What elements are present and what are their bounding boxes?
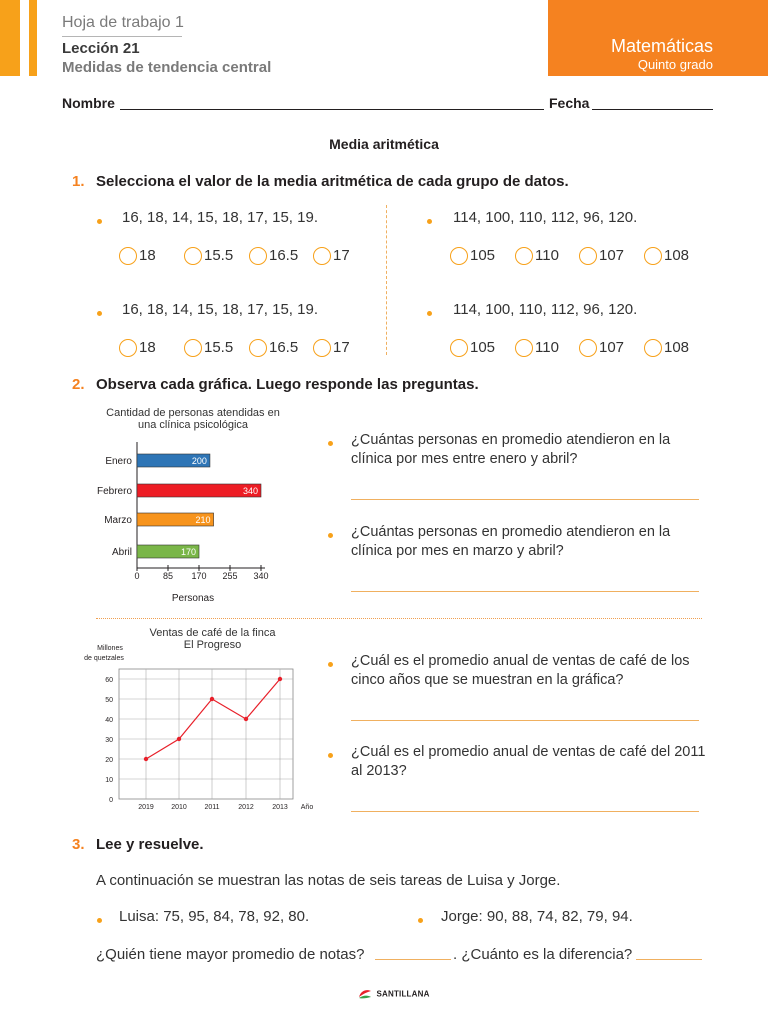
line-chart-x-tick-label: 2010 bbox=[171, 804, 187, 811]
date-label: Fecha bbox=[549, 95, 590, 111]
lesson-label: Lección 21 bbox=[62, 40, 140, 57]
line-chart-y-label: Millones bbox=[97, 645, 123, 652]
bullet-icon bbox=[427, 311, 432, 316]
bar-chart bbox=[90, 440, 290, 610]
q2-question-4: ¿Cuál es el promedio anual de ventas de café del 2011 al 2013? bbox=[351, 744, 706, 779]
q1d-option-3[interactable]: 107 bbox=[579, 338, 624, 358]
q1d-option-1[interactable]: 105 bbox=[450, 338, 495, 358]
bullet-icon bbox=[328, 662, 333, 667]
radio-icon[interactable] bbox=[515, 247, 533, 265]
radio-icon[interactable] bbox=[119, 247, 137, 265]
bar-category-label: Febrero bbox=[96, 486, 132, 497]
q3-intro: A continuación se muestran las notas de seis tareas de Luisa y Jorge. bbox=[96, 872, 561, 889]
bar-category-label: Marzo bbox=[104, 515, 132, 526]
date-field[interactable] bbox=[592, 109, 713, 110]
radio-icon[interactable] bbox=[184, 339, 202, 357]
q1d-option-4[interactable]: 108 bbox=[644, 338, 689, 358]
bar-value-label: 170 bbox=[180, 547, 196, 557]
bar-category-label: Abril bbox=[111, 547, 132, 558]
bar-value-label: 200 bbox=[191, 456, 207, 466]
grade-label: Quinto grado bbox=[637, 57, 713, 72]
santillana-leaf-icon bbox=[358, 988, 372, 1000]
bar-value-label: 210 bbox=[195, 515, 211, 525]
bar-chart-x-tick-label: 0 bbox=[134, 571, 140, 581]
bar-chart-title: Cantidad de personas atendidas en una clínica psicológica bbox=[106, 407, 280, 431]
line-chart-y-tick-label: 10 bbox=[105, 777, 113, 784]
q2-question-1: ¿Cuántas personas en promedio atendieron en la clínica por mes entre enero y abril? bbox=[351, 432, 671, 467]
radio-icon[interactable] bbox=[515, 339, 533, 357]
line-chart-y-tick-label: 20 bbox=[105, 757, 113, 764]
line-chart bbox=[84, 640, 330, 820]
radio-icon[interactable] bbox=[579, 247, 597, 265]
q2-answer-line-3[interactable] bbox=[351, 720, 699, 721]
worksheet-title: Hoja de trabajo 1 bbox=[62, 14, 184, 31]
line-point bbox=[278, 677, 282, 681]
radio-icon[interactable] bbox=[450, 339, 468, 357]
line-chart-y-tick-label: 50 bbox=[105, 697, 113, 704]
line-chart-y-tick-label: 0 bbox=[109, 797, 113, 804]
q2-answer-line-2[interactable] bbox=[351, 591, 699, 592]
topic-label: Medidas de tendencia central bbox=[62, 59, 272, 76]
q1a-option-4[interactable]: 17 bbox=[313, 246, 350, 266]
q1-divider bbox=[386, 205, 387, 355]
radio-icon[interactable] bbox=[119, 339, 137, 357]
line-chart-y-tick-label: 60 bbox=[105, 677, 113, 684]
header-accent-bar bbox=[0, 0, 20, 76]
q2-separator bbox=[96, 618, 702, 619]
radio-icon[interactable] bbox=[644, 247, 662, 265]
q1d-option-2[interactable]: 110 bbox=[515, 338, 559, 358]
line-point bbox=[177, 737, 181, 741]
bullet-icon bbox=[97, 219, 102, 224]
q1c-option-4[interactable]: 17 bbox=[313, 338, 350, 358]
q2-question-3: ¿Cuál es el promedio anual de ventas de café de los cinco años que se muestran en la gráfica? bbox=[351, 653, 690, 688]
radio-icon[interactable] bbox=[579, 339, 597, 357]
line-chart-y-tick-label: 30 bbox=[105, 737, 113, 744]
line-chart-y-label: de quetzales bbox=[84, 655, 124, 662]
q3-answer-line-2[interactable] bbox=[636, 959, 702, 960]
q3-answer-line-1[interactable] bbox=[375, 959, 451, 960]
bullet-icon bbox=[328, 441, 333, 446]
bullet-icon bbox=[328, 533, 333, 538]
q3-luisa-scores: Luisa: 75, 95, 84, 78, 92, 80. bbox=[119, 908, 310, 925]
q2-answer-line-4[interactable] bbox=[351, 811, 699, 812]
q1b-option-3[interactable]: 107 bbox=[579, 246, 624, 266]
q1a-option-2[interactable]: 15.5 bbox=[184, 246, 233, 266]
q1-dataset-c: 16, 18, 14, 15, 18, 17, 15, 19. bbox=[122, 301, 318, 318]
q1a-option-3[interactable]: 16.5 bbox=[249, 246, 298, 266]
radio-icon[interactable] bbox=[184, 247, 202, 265]
radio-icon[interactable] bbox=[644, 339, 662, 357]
q1c-option-2[interactable]: 15.5 bbox=[184, 338, 233, 358]
q1a-option-1[interactable]: 18 bbox=[119, 246, 156, 266]
q1b-option-1[interactable]: 105 bbox=[450, 246, 495, 266]
radio-icon[interactable] bbox=[313, 339, 331, 357]
worksheet-title-underline bbox=[62, 36, 182, 37]
line-point bbox=[210, 697, 214, 701]
line-chart-x-tick-label: 2012 bbox=[238, 804, 254, 811]
line-chart-x-tick-label: 2011 bbox=[204, 804, 220, 811]
line-chart-x-tick-label: 2013 bbox=[272, 804, 288, 811]
bullet-icon bbox=[328, 753, 333, 758]
bullet-icon bbox=[418, 918, 423, 923]
line-chart-y-tick-label: 40 bbox=[105, 717, 113, 724]
bar-chart-x-tick-label: 340 bbox=[253, 571, 269, 581]
subject-title: Matemáticas bbox=[610, 36, 713, 56]
bar-chart-x-tick-label: 255 bbox=[222, 571, 238, 581]
line-chart-title: Ventas de café de la finca El Progreso bbox=[149, 627, 276, 651]
line-chart-frame bbox=[119, 669, 293, 799]
q2-text: Observa cada gráfica. Luego responde las preguntas. bbox=[96, 376, 479, 393]
q3-text: Lee y resuelve. bbox=[96, 836, 204, 853]
bar-category-label: Enero bbox=[105, 456, 132, 467]
line-chart-x-tick-label: 2019 bbox=[138, 804, 154, 811]
bullet-icon bbox=[97, 311, 102, 316]
q3-ask-difference: . ¿Cuánto es la diferencia? bbox=[453, 946, 633, 963]
radio-icon[interactable] bbox=[450, 247, 468, 265]
line-point bbox=[144, 757, 148, 761]
radio-icon[interactable] bbox=[249, 339, 267, 357]
q2-number: 2. bbox=[72, 376, 85, 393]
q1-text: Selecciona el valor de la media aritmética de cada grupo de datos. bbox=[96, 173, 569, 190]
subject-banner bbox=[548, 0, 768, 76]
line-point bbox=[244, 717, 248, 721]
name-label: Nombre bbox=[62, 95, 115, 111]
radio-icon[interactable] bbox=[249, 247, 267, 265]
radio-icon[interactable] bbox=[313, 247, 331, 265]
q1b-option-4[interactable]: 108 bbox=[644, 246, 689, 266]
q3-ask-higher-average: ¿Quién tiene mayor promedio de notas? bbox=[96, 946, 365, 963]
line-chart-x-axis-label: Año bbox=[300, 804, 314, 811]
q2-question-2: ¿Cuántas personas en promedio atendieron en la clínica por mes en marzo y abril? bbox=[351, 524, 671, 559]
q1-number: 1. bbox=[72, 173, 85, 190]
q1-dataset-d: 114, 100, 110, 112, 96, 120. bbox=[453, 301, 638, 318]
header-accent-bar-thin bbox=[29, 0, 37, 76]
bar-value-label: 340 bbox=[242, 486, 258, 496]
bar-chart-x-tick-label: 85 bbox=[162, 571, 174, 581]
q1c-option-1[interactable]: 18 bbox=[119, 338, 156, 358]
q3-jorge-scores: Jorge: 90, 88, 74, 82, 79, 94. bbox=[441, 908, 633, 925]
q1c-option-3[interactable]: 16.5 bbox=[249, 338, 298, 358]
bar-chart-x-tick-label: 170 bbox=[191, 571, 207, 581]
bullet-icon bbox=[97, 918, 102, 923]
bullet-icon bbox=[427, 219, 432, 224]
publisher-logo: SANTILLANA bbox=[358, 985, 430, 1003]
q1-dataset-b: 114, 100, 110, 112, 96, 120. bbox=[453, 209, 638, 226]
bar-chart-x-axis-label: Personas bbox=[171, 593, 215, 604]
q1-dataset-a: 16, 18, 14, 15, 18, 17, 15, 19. bbox=[122, 209, 318, 226]
q2-answer-line-1[interactable] bbox=[351, 499, 699, 500]
section-title: Media aritmética bbox=[329, 136, 439, 152]
q1b-option-2[interactable]: 110 bbox=[515, 246, 559, 266]
name-field[interactable] bbox=[120, 109, 544, 110]
q3-number: 3. bbox=[72, 836, 85, 853]
